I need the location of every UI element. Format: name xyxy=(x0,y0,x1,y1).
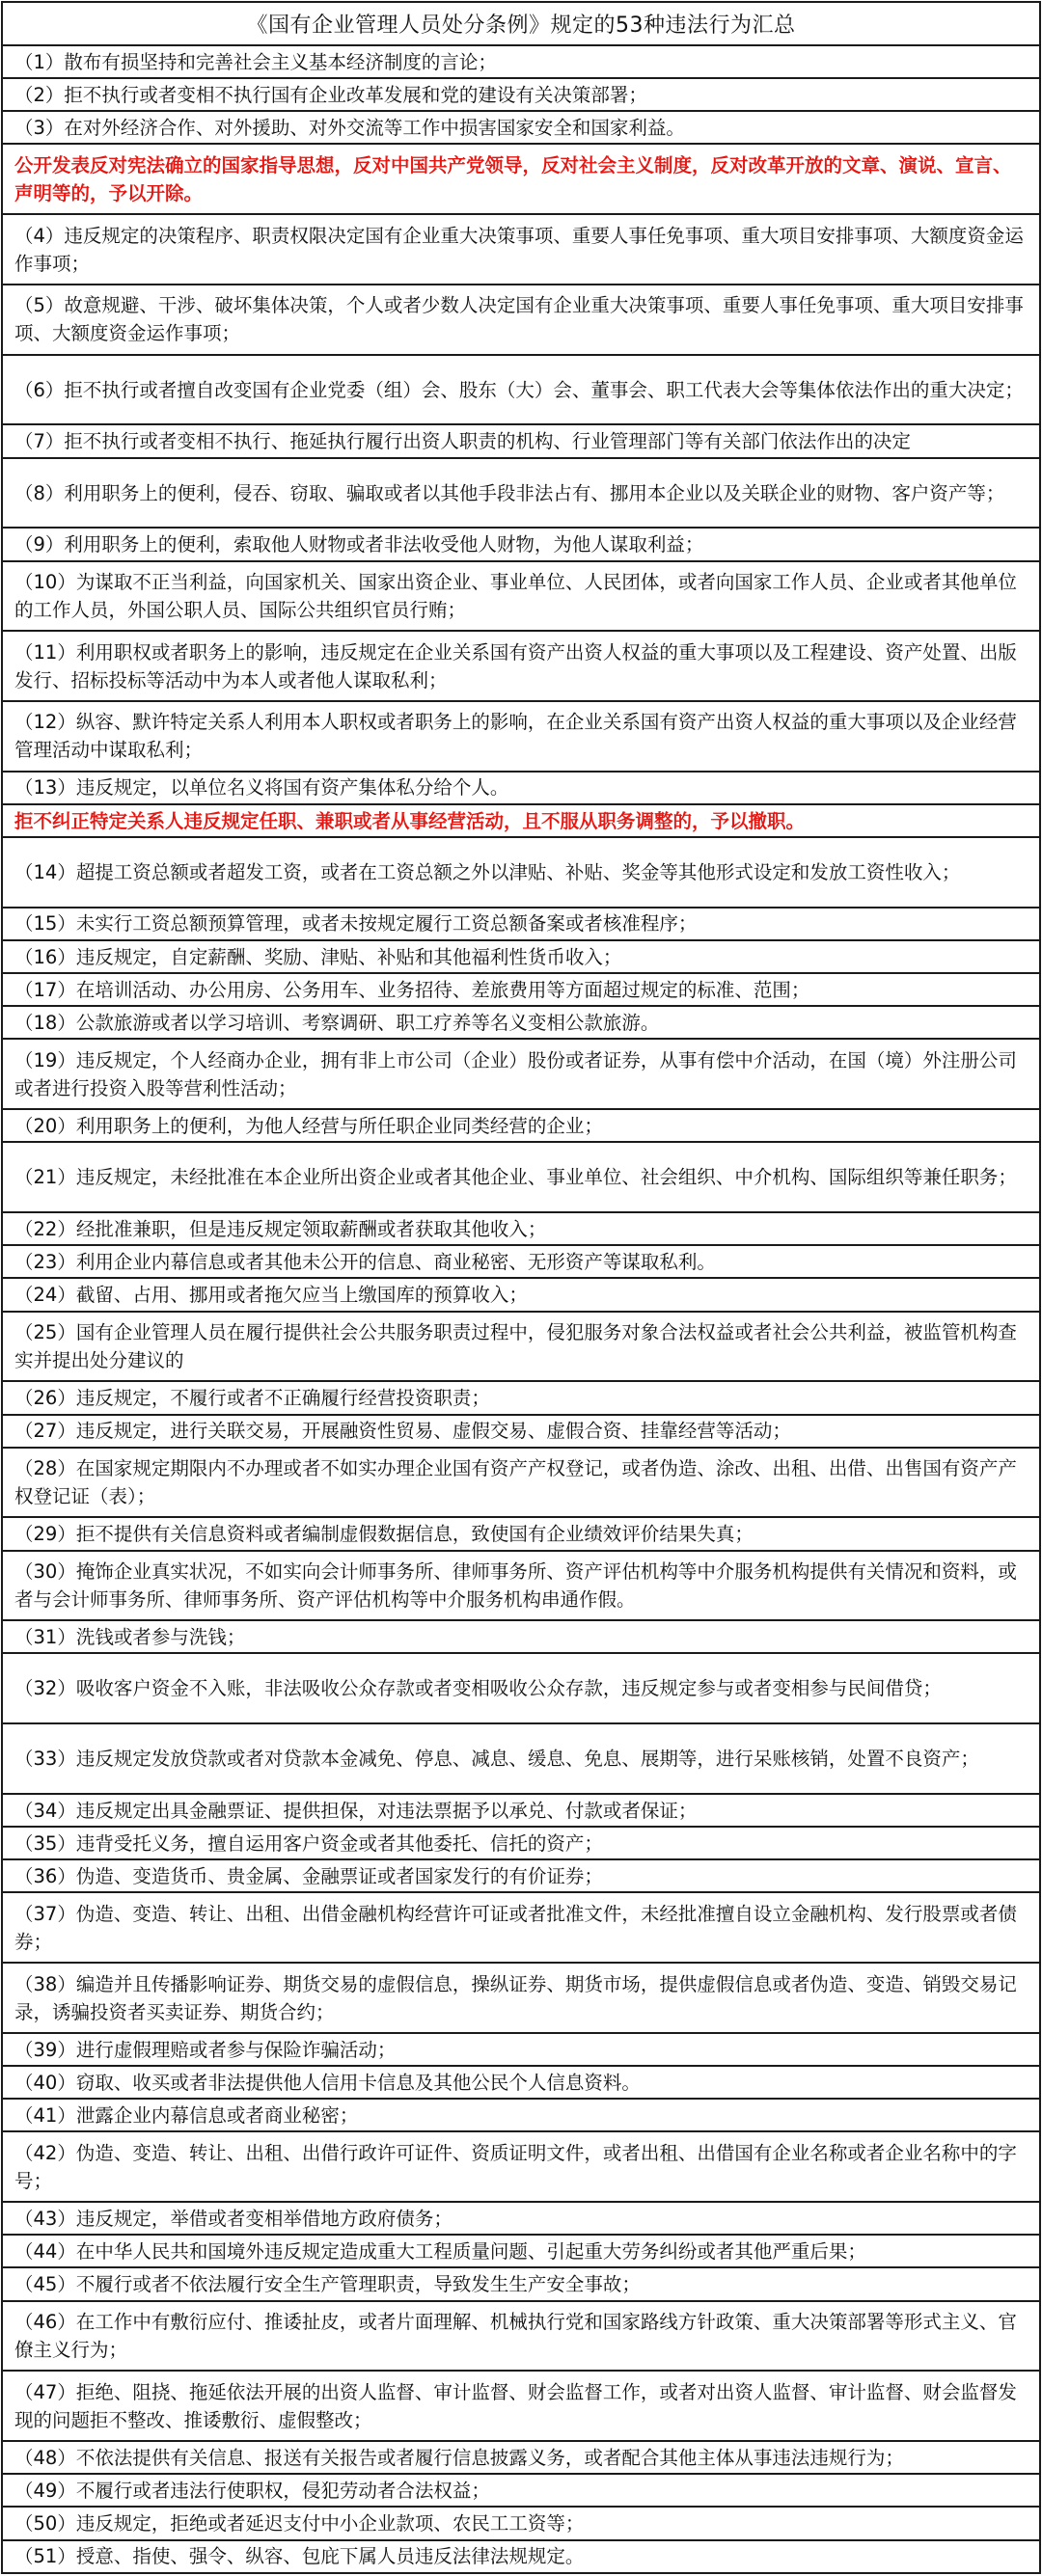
violation-text: （38）编造并且传播影响证券、期货交易的虚假信息，操纵证券、期货市场，提供虚假信息或者伪造、变造、销毁交易记录，诱骗投资者买卖证券、期货合约； xyxy=(14,1972,1017,2023)
violation-row xyxy=(3,2100,1039,2132)
violation-text: （49）不履行或者违法行使职权，侵犯劳动者合法权益； xyxy=(14,2479,490,2502)
violation-text: （14）超提工资总额或者超发工资，或者在工资总额之外以津贴、补贴、奖金等其他形式设定和发放工资性收入； xyxy=(14,860,961,883)
violation-text: （50）违反规定，拒绝或者延迟支付中小企业款项、农民工工资等； xyxy=(14,2512,585,2535)
violation-text: （1）散布有损坚持和完善社会主义基本经济制度的言论； xyxy=(14,50,497,73)
violation-row xyxy=(3,1621,1039,1654)
violation-row xyxy=(3,562,1039,633)
violation-text: （29）拒不提供有关信息资料或者编制虚假数据信息，致使国有企业绩效评价结果失真； xyxy=(14,1522,754,1545)
violation-row xyxy=(3,974,1039,1007)
violation-text: （47）拒绝、阻挠、拖延依法开展的出资人监督、审计监督、财会监督工作，或者对出资人监督、审计监督、财会监督发现的问题拒不整改、推诿敷衍、虚假整改； xyxy=(14,2380,1017,2431)
violation-row xyxy=(3,112,1039,145)
violation-row xyxy=(3,2475,1039,2508)
violation-row xyxy=(3,1110,1039,1143)
violation-text: （18）公款旅游或者以学习培训、考察调研、职工疗养等名义变相公款旅游。 xyxy=(14,1011,660,1034)
violation-text: （30）掩饰企业真实状况，不如实向会计师事务所、律师事务所、资产评估机构等中介服务机构提供有关情况和资料，或者与会计师事务所、律师事务所、资产评估机构等中介服务机构串通作假。 xyxy=(14,1559,1017,1611)
violation-row xyxy=(3,1964,1039,2034)
violation-text: （27）违反规定，进行关联交易，开展融资性贸易、虚假交易、虚假合资、挂靠经营等活动； xyxy=(14,1420,791,1443)
violation-row xyxy=(3,702,1039,773)
violation-text: （9）利用职务上的便利，索取他人财物或者非法收受他人财物，为他人谋取利益； xyxy=(14,532,704,556)
violation-row xyxy=(3,1007,1039,1040)
violation-row xyxy=(3,838,1039,908)
violation-row xyxy=(3,908,1039,941)
violation-text: （26）违反规定，不履行或者不正确履行经营投资职责； xyxy=(14,1386,490,1409)
violation-list xyxy=(3,46,1039,2572)
violation-row xyxy=(3,46,1039,79)
violation-text: （39）进行虚假理赔或者参与保险诈骗活动； xyxy=(14,2038,397,2061)
violation-row xyxy=(3,529,1039,561)
violation-row xyxy=(3,1654,1039,1724)
violation-text: （34）违反规定出具金融票证、提供担保，对违法票据予以承兑、付款或者保证； xyxy=(14,1799,698,1822)
violation-text: （24）截留、占用、挪用或者拖欠应当上缴国库的预算收入； xyxy=(14,1284,528,1307)
violation-text: （5）故意规避、干涉、破坏集体决策，个人或者少数人决定国有企业重大决策事项、重要人事任免事项、重大项目安排事项、大额度资金运作事项； xyxy=(14,294,1024,345)
violation-text: （41）泄露企业内幕信息或者商业秘密； xyxy=(14,2103,359,2127)
violation-text: （46）在工作中有敷衍应付、推诿扯皮，或者片面理解、机械执行党和国家路线方针政策、重大决策部署等形式主义、官僚主义行为； xyxy=(14,2311,1017,2361)
violation-text: （3）在对外经济合作、对外援助、对外交流等工作中损害国家安全和国家利益。 xyxy=(14,116,685,139)
violation-row xyxy=(3,1040,1039,1110)
violation-row xyxy=(3,2268,1039,2301)
violation-row xyxy=(3,1449,1039,1519)
penalty-note-row xyxy=(3,805,1039,838)
violation-row xyxy=(3,1552,1039,1622)
violation-text: （21）违反规定，未经批准在本企业所出资企业或者其他企业、事业单位、社会组织、中介机构、国际组织等兼任职务； xyxy=(14,1166,1017,1189)
violation-row xyxy=(3,285,1039,356)
violation-row xyxy=(3,2442,1039,2475)
violation-row xyxy=(3,1279,1039,1312)
violation-row xyxy=(3,79,1039,112)
violation-row xyxy=(3,1246,1039,1279)
violation-text: （45）不履行或者不依法履行安全生产管理职责，导致发生生产安全事故； xyxy=(14,2273,641,2296)
violation-text: （23）利用企业内幕信息或者其他未公开的信息、商业秘密、无形资产等谋取私利。 xyxy=(14,1250,716,1273)
violation-row xyxy=(3,1313,1039,1383)
violation-text: 公开发表反对宪法确立的国家指导思想，反对中国共产党领导，反对社会主义制度，反对改革开放的文章、演说、宣言、声明等的，予以开除。 xyxy=(14,153,1012,204)
violation-row xyxy=(3,2067,1039,2100)
document-table xyxy=(1,1,1041,2574)
violation-text: （8）利用职务上的便利，侵吞、窃取、骗取或者以其他手段非法占有、挪用本企业以及关联企业的财物、客户资产等； xyxy=(14,481,1005,504)
violation-text: （32）吸收客户资金不入账，非法吸收公众存款或者变相吸收公众存款，违反规定参与或者变相参与民间借贷； xyxy=(14,1677,942,1700)
violation-text: （4）违反规定的决策程序、职责权限决定国有企业重大决策事项、重要人事任免事项、重大项目安排事项、大额度资金运作事项； xyxy=(14,224,1024,275)
violation-row xyxy=(3,2034,1039,2067)
violation-row xyxy=(3,1518,1039,1551)
violation-row xyxy=(3,2372,1039,2442)
violation-row xyxy=(3,1828,1039,1860)
violation-row xyxy=(3,215,1039,285)
violation-row xyxy=(3,2203,1039,2236)
violation-row xyxy=(3,1213,1039,1246)
violation-text: 拒不纠正特定关系人违反规定任职、兼职或者从事经营活动，且不服从职务调整的，予以撤职。 xyxy=(14,809,806,832)
violation-row xyxy=(3,356,1039,426)
violation-row xyxy=(3,1416,1039,1449)
violation-row xyxy=(3,459,1039,529)
violation-row xyxy=(3,425,1039,458)
violation-text: （44）在中华人民共和国境外违反规定造成重大工程质量问题、引起重大劳务纠纷或者其他严重后果； xyxy=(14,2239,866,2263)
violation-text: （2）拒不执行或者变相不执行国有企业改革发展和党的建设有关决策部署； xyxy=(14,83,647,106)
violation-row xyxy=(3,773,1039,805)
violation-text: （7）拒不执行或者变相不执行、拖延执行履行出资人职责的机构、行业管理部门等有关部门依法作出的决定 xyxy=(14,430,911,453)
violation-text: （43）违反规定，举借或者变相举借地方政府债务； xyxy=(14,2207,452,2230)
violation-text: （36）伪造、变造货币、贵金属、金融票证或者国家发行的有价证券； xyxy=(14,1864,603,1887)
violation-text: （35）违背受托义务，擅自运用客户资金或者其他委托、信托的资产； xyxy=(14,1831,603,1855)
violation-text: （51）授意、指使、强令、纵容、包庇下属人员违反法律法规规定。 xyxy=(14,2545,585,2568)
violation-text: （6）拒不执行或者擅自改变国有企业党委（组）会、股东（大）会、董事会、职工代表大会等集体依法作出的重大决定； xyxy=(14,378,1024,401)
violation-text: （25）国有企业管理人员在履行提供社会公共服务职责过程中，侵犯服务对象合法权益或者社会公共利益，被监管机构查实并提出处分建议的 xyxy=(14,1320,1017,1371)
violation-row xyxy=(3,1860,1039,1893)
violation-text: （16）违反规定，自定薪酬、奖励、津贴、补贴和其他福利性货币收入； xyxy=(14,945,622,968)
violation-text: （19）违反规定，个人经商办企业，拥有非上市公司（企业）股份或者证券，从事有偿中介活动，在国（境）外注册公司或者进行投资入股等营利性活动； xyxy=(14,1048,1017,1099)
violation-text: （12）纵容、默许特定关系人利用本人职权或者职务上的影响，在企业关系国有资产出资人权益的重大事项以及企业经营管理活动中谋取私利； xyxy=(14,711,1017,762)
violation-row xyxy=(3,2236,1039,2268)
violation-row xyxy=(3,1795,1039,1828)
violation-text: （15）未实行工资总额预算管理，或者未按规定履行工资总额备案或者核准程序； xyxy=(14,912,698,935)
violation-row xyxy=(3,2302,1039,2373)
violation-text: （28）在国家规定期限内不办理或者不如实办理企业国有资产产权登记，或者伪造、涂改、出租、出借、出售国有资产产权登记证（表）； xyxy=(14,1457,1017,1508)
violation-row xyxy=(3,632,1039,702)
violation-row xyxy=(3,1143,1039,1213)
violation-text: （22）经批准兼职，但是违反规定领取薪酬或者获取其他收入； xyxy=(14,1217,547,1240)
violation-text: （17）在培训活动、办公用房、公务用车、业务招待、差旅费用等方面超过规定的标准、范围； xyxy=(14,978,810,1001)
violation-text: （37）伪造、变造、转让、出租、出借金融机构经营许可证或者批准文件，未经批准擅自设立金融机构、发行股票或者债券； xyxy=(14,1902,1017,1953)
violation-row xyxy=(3,1893,1039,1964)
violation-row xyxy=(3,941,1039,974)
violation-text: （11）利用职权或者职务上的影响，违反规定在企业关系国有资产出资人权益的重大事项以及工程建设、资产处置、出版发行、招标投标等活动中为本人或者他人谋取私利； xyxy=(14,640,1017,691)
violation-row xyxy=(3,1382,1039,1415)
violation-row xyxy=(3,2541,1039,2572)
penalty-note-row xyxy=(3,145,1039,215)
violation-row xyxy=(3,2132,1039,2203)
violation-text: （31）洗钱或者参与洗钱； xyxy=(14,1625,246,1648)
violation-row xyxy=(3,1724,1039,1795)
violation-text: （48）不依法提供有关信息、报送有关报告或者履行信息披露义务，或者配合其他主体从事违法违规行为； xyxy=(14,2446,904,2469)
violation-text: （40）窃取、收买或者非法提供他人信用卡信息及其他公民个人信息资料。 xyxy=(14,2071,641,2094)
violation-text: （42）伪造、变造、转让、出租、出借行政许可证件、资质证明文件，或者出租、出借国有企业名称或者企业名称中的字号； xyxy=(14,2141,1017,2192)
page-title: 《国有企业管理人员处分条例》规定的53种违法行为汇总 xyxy=(3,3,1039,46)
violation-text: （10）为谋取不正当利益，向国家机关、国家出资企业、事业单位、人民团体，或者向国家工作人员、企业或者其他单位的工作人员，外国公职人员、国际公共组织官员行贿； xyxy=(14,570,1017,621)
violation-text: （20）利用职务上的便利，为他人经营与所任职企业同类经营的企业； xyxy=(14,1114,603,1137)
violation-row xyxy=(3,2508,1039,2540)
violation-text: （13）违反规定，以单位名义将国有资产集体私分给个人。 xyxy=(14,776,509,800)
violation-text: （33）违反规定发放贷款或者对贷款本金减免、停息、减息、缓息、免息、展期等，进行呆账核销，处置不良资产； xyxy=(14,1748,979,1771)
